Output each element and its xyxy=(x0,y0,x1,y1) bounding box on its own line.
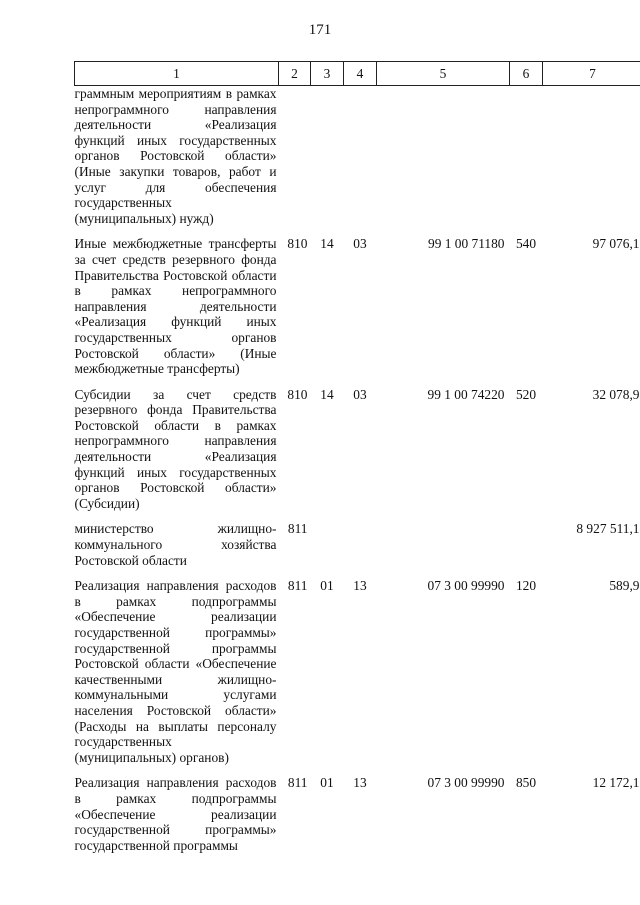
expense-type-code xyxy=(510,521,543,578)
column-header-6: 6 xyxy=(510,62,543,86)
table-row xyxy=(75,775,640,853)
ministry-code: 810 xyxy=(287,386,308,402)
target-item-code: 07 3 00 99990 xyxy=(427,578,505,594)
expense-type-code: 540 xyxy=(515,236,537,252)
ministry-code: 811 xyxy=(287,521,308,537)
subsection-code: 13 xyxy=(353,578,367,594)
table-header xyxy=(75,62,640,86)
target-item-code xyxy=(377,521,510,578)
column-header-1: 1 xyxy=(75,62,279,86)
row-description: Реализация направления расходов в рамках подпрограммы «Обеспечение реализации государственной программы» государственной программы Ростовской области «Обеспечение качественными жилищно-коммунальными услугами населения Ростовской области» (Расходы на выплаты персоналу государственных (муниципальных) органов) xyxy=(74,578,277,765)
row-description: граммным мероприятиям в рамках непрограммного направления деятельности «Реализация функций иных государственных органов Ростовской области» (Иные закупки товаров, работ и услуг для обеспечения государственных (муниципальных) нужд) xyxy=(74,86,277,226)
row-description: Иные межбюджетные трансферты за счет средств резервного фонда Правительства Ростовской области в рамках непрограммного направления деятельности «Реализация функций иных государственных органов Ростовской области» (Иные межбюджетные трансферты) xyxy=(74,236,277,377)
ministry-code: 811 xyxy=(287,775,308,791)
row-description: Реализация направления расходов в рамках подпрограммы «Обеспечение реализации государственной программы» государственной программы xyxy=(74,775,277,853)
amount: 97 076,1 xyxy=(592,236,640,252)
target-item-code: 99 1 00 71180 xyxy=(428,236,505,252)
subsection-code: 13 xyxy=(353,775,367,791)
target-item-code xyxy=(377,86,510,237)
subsection-code: 03 xyxy=(353,236,367,252)
expense-type-code: 120 xyxy=(515,578,537,594)
column-header-4: 4 xyxy=(344,62,377,86)
ministry-code: 811 xyxy=(287,578,308,594)
table-row xyxy=(75,387,640,522)
table-row xyxy=(75,578,640,775)
subsection-code xyxy=(344,86,377,237)
column-header-5: 5 xyxy=(377,62,510,86)
subsection-code xyxy=(344,521,377,578)
ministry-code xyxy=(279,86,311,237)
subsection-code: 03 xyxy=(353,386,367,402)
section-code: 01 xyxy=(320,775,334,791)
amount: 32 078,9 xyxy=(592,386,640,402)
row-description: министерство жилищно-коммунального хозяйства Ростовской области xyxy=(74,521,277,568)
section-code: 01 xyxy=(320,578,334,594)
ministry-code: 810 xyxy=(287,236,308,252)
expense-type-code: 850 xyxy=(515,775,537,791)
section-code xyxy=(311,521,344,578)
table-row xyxy=(75,236,640,386)
amount: 12 172,1 xyxy=(592,775,640,791)
amount: 589,9 xyxy=(609,578,640,594)
column-header-3: 3 xyxy=(311,62,344,86)
expense-type-code xyxy=(510,86,543,237)
amount: 8 927 511,1 xyxy=(576,521,640,537)
section-code: 14 xyxy=(320,386,334,402)
column-header-7: 7 xyxy=(543,62,640,86)
section-code: 14 xyxy=(320,236,334,252)
amount xyxy=(543,86,640,237)
column-header-2: 2 xyxy=(279,62,311,86)
page-number: 171 xyxy=(308,22,332,38)
table-row xyxy=(75,86,640,237)
budget-table xyxy=(74,61,640,853)
row-description: Субсидии за счет средств резервного фонда Правительства Ростовской области в рамках непрограммного направления деятельности «Реализация функций иных государственных органов Ростовской области» (Субсидии) xyxy=(74,386,277,511)
target-item-code: 99 1 00 74220 xyxy=(427,386,505,402)
section-code xyxy=(311,86,344,237)
expense-type-code: 520 xyxy=(515,386,537,402)
target-item-code: 07 3 00 99990 xyxy=(427,775,505,791)
table-row xyxy=(75,521,640,578)
